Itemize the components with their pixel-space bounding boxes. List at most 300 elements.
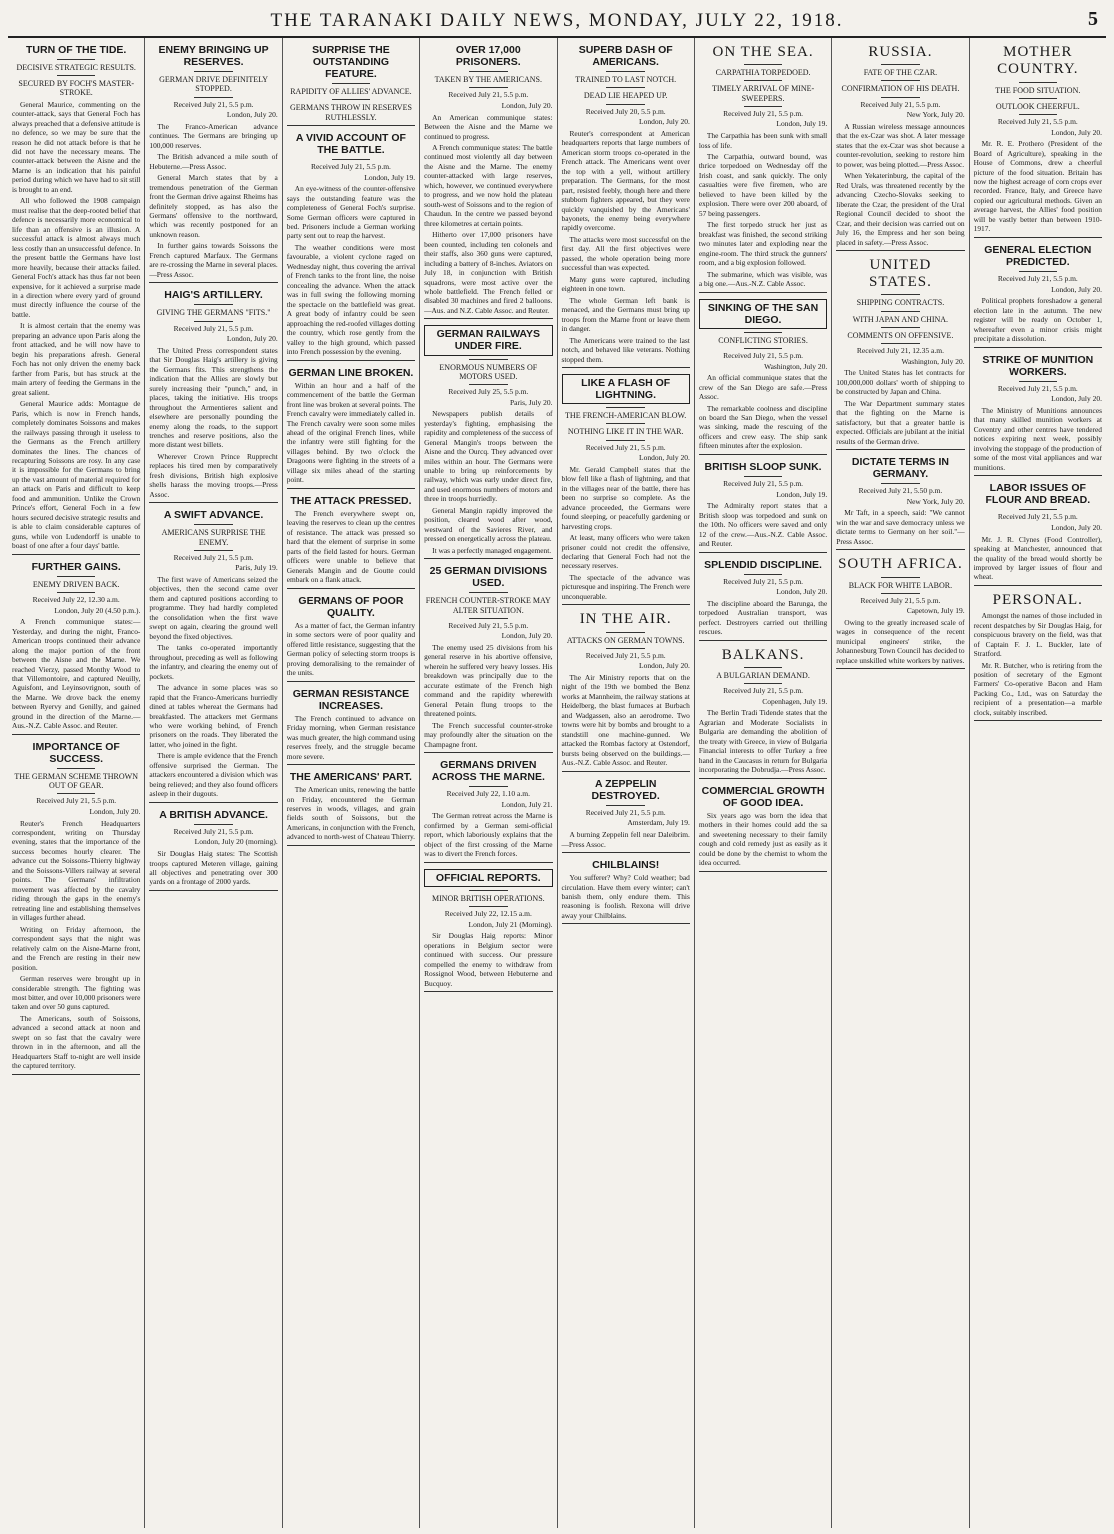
divider bbox=[1019, 114, 1058, 115]
body-paragraph: Sir Douglas Haig states: The Scottish troops captured Meteren village, gaining all objectives and penetrating over 300 yards on a frontage of 2000 yards. bbox=[149, 849, 278, 887]
body-paragraph: Six years ago was born the idea that mothers in their homes could add the sa and sweetening necessary to their family cough and cold remedy just as easily as it could be done by the chemist to whom the idea occurred. bbox=[698, 810, 828, 868]
article bbox=[424, 759, 552, 863]
article-end-rule bbox=[974, 237, 1102, 238]
body-paragraph: General March states that by a tremendous penetration of the German front the German drive against Rheims has definitely stopped, as has also the Germans' offensive to the northward, which was recently postponed for an unknown reason. bbox=[149, 173, 278, 239]
article-subheading: AMERICANS SURPRISE THE ENEMY. bbox=[161, 528, 266, 547]
article-headline: GENERAL ELECTION PREDICTED. bbox=[984, 243, 1092, 268]
article-subheading: GERMANS THROW IN RESERVES RUTHLESSLY. bbox=[289, 103, 412, 122]
article-end-rule bbox=[287, 488, 415, 489]
body-paragraph: Mr. J. R. Clynes (Food Controller), speaking at Manchester, announced that the quality of the bread would shortly be improved by larger issues of flour and wheat. bbox=[973, 534, 1102, 582]
article-headline: A SWIFT ADVANCE. bbox=[163, 509, 264, 522]
column-6 bbox=[694, 38, 831, 1528]
body-paragraph: The Franco-American advance continues. The Germans are bringing up 100,000 reserves. bbox=[149, 121, 278, 150]
divider bbox=[606, 423, 645, 424]
divider bbox=[881, 483, 920, 484]
body-paragraph: The Air Ministry reports that on the night of the 19th we bombed the Benz works at Mannheim, the railway stations at Heidelberg, the blast furnaces at Burbach and Wadgassen, also an aerodrome. Two towns were hit by bombs and brought to a standstill one machine-gunned. We attacked the Rombas factory at Ostendorf, bursts being observed on the buildings.—Aus.-N.Z. Cable Assoc. and Reuter. bbox=[561, 673, 690, 768]
body-paragraph: There is ample evidence that the French offensive surprised the German. The attackers encountered a division which was being relieved; and they also found officers asleep in their dugouts. bbox=[149, 751, 278, 799]
article-end-rule bbox=[699, 640, 827, 641]
article-headline: IMPORTANCE OF SUCCESS. bbox=[32, 740, 120, 765]
divider bbox=[881, 577, 920, 578]
article-headline: SURPRISE THE OUTSTANDING FEATURE. bbox=[312, 44, 390, 81]
divider bbox=[194, 304, 233, 305]
place-dateline: London, July 20. bbox=[226, 110, 278, 120]
body-paragraph: The American units, renewing the battle on Friday, encountered the German reserves in woods, villages, and grain fields south of Soissons, but the Americans, in conjunction with the French, advanced to north-west of Chateau Thierry. bbox=[286, 785, 416, 842]
place-dateline: London, July 20. bbox=[501, 631, 553, 641]
place-dateline: London, July 19. bbox=[364, 172, 416, 182]
divider bbox=[606, 648, 645, 649]
divider bbox=[606, 805, 645, 806]
divider bbox=[744, 348, 783, 349]
body-paragraph: A Russian wireless message announces that the ex-Czar was shot. A later message states that the ex-Czar was shot because a counter-revolution, seeking to restore him to power, was being plotted.—Press Assoc. bbox=[836, 121, 965, 169]
article-headline: OFFICIAL REPORTS. bbox=[424, 869, 552, 887]
article bbox=[562, 859, 690, 924]
article-subheading: THE GERMAN SCHEME THROWN OUT OF GEAR. bbox=[14, 771, 138, 791]
divider bbox=[332, 99, 371, 100]
article-headline: ON THE SEA. bbox=[712, 44, 814, 60]
divider bbox=[1019, 82, 1058, 83]
article bbox=[699, 44, 827, 293]
article bbox=[12, 561, 140, 735]
article-end-rule bbox=[149, 502, 277, 503]
article bbox=[974, 592, 1102, 721]
article-subheading: TIMELY ARRIVAL OF MINE-SWEEPERS. bbox=[711, 84, 815, 103]
body-paragraph: All who followed the 1908 campaign must realise that the deep-rooted belief that defence is necessarily more economical to life than an offensive is an illusion. A successful attack is almost always much less costly than an unsuccessful defence. In the present battle the Germans have lost more heavily, because their attacks failed. General Foch's attack has thus far not been expensive, for it achieved a surprise made in a direction where every yard of ground must directly influence the course of the battle. bbox=[12, 196, 141, 319]
article bbox=[562, 611, 690, 771]
masthead bbox=[8, 6, 1106, 38]
article bbox=[149, 289, 277, 503]
body-paragraph: The weather conditions were most favourable, a violent cyclone raged on Wednesday night, thus covering the arrival of French tanks to the front line, the noise concealing the advance. When the attack was in full swing the following morning the spectacle on the battlefield was great. A great body of infantry could be seen approaching the red-roofed villages dotting the country, which rose gently from the valley to the high ground, which passed into French possession by the evening. bbox=[286, 242, 416, 357]
body-paragraph: Newspapers publish details of yesterday's fighting, emphasising the rapidity and completeness of the success of General Mangin's troops between the Aisne and the Ourcq. They advanced over miles within an hour. The Germans were unable to bring up reinforcements by railway, which was early under direct fire, and used enormous numbers of motors and three in troops hurriedly. bbox=[424, 409, 553, 504]
article-end-rule bbox=[562, 852, 690, 853]
received-dateline: Received July 21, 5.5 p.m. bbox=[173, 323, 254, 333]
article-subheading: GIVING THE GERMANS "FITS." bbox=[156, 308, 271, 318]
article-headline: CHILBLAINS! bbox=[592, 859, 660, 871]
divider bbox=[881, 311, 920, 312]
received-dateline: Received July 21, 5.5 p.m. bbox=[173, 552, 254, 562]
body-paragraph: Mr. Gerald Campbell states that the blow fell like a flash of lightning, and that in the villages near of the battle, there has been no surprise so complete. As the advance proceeded, the Germans were found sleeping, or peacefully gardening or harvesting crops. bbox=[561, 464, 690, 531]
place-dateline: London, July 20. bbox=[1051, 127, 1102, 137]
article-headline: SOUTH AFRICA. bbox=[838, 556, 963, 573]
article-headline: UNITED STATES. bbox=[868, 256, 932, 291]
article-headline: FURTHER GAINS. bbox=[31, 560, 121, 573]
article bbox=[562, 44, 690, 368]
article-subheading: DEAD LIE HEAPED UP. bbox=[583, 91, 668, 101]
body-paragraph: The United Press correspondent states that Sir Douglas Haig's artillery is giving the Germans fits. This strengthens the indication that the Allies are slowly but surely increasing their "punch," and, in places, taking the initiative. His troops throughout the Armentieres salient and elsewhere are personally pounding the enemy along the roads, to the support trenches and reserve positions, also the more distant west billets. bbox=[149, 345, 278, 450]
divider bbox=[469, 359, 508, 360]
article bbox=[836, 44, 964, 251]
article bbox=[149, 509, 277, 802]
article-subheading: A BULGARIAN DEMAND. bbox=[716, 670, 810, 680]
body-paragraph: The attacks were most successful on the first day. All the first objectives were passed, the whole operation being more successful than was expected. bbox=[561, 234, 690, 273]
divider bbox=[744, 683, 783, 684]
article-end-rule bbox=[12, 554, 140, 555]
divider bbox=[744, 64, 783, 65]
article-end-rule bbox=[149, 802, 277, 803]
article-headline: GERMAN RESISTANCE INCREASES. bbox=[292, 687, 410, 712]
divider bbox=[57, 793, 96, 794]
divider bbox=[57, 75, 96, 76]
article-headline: BRITISH SLOOP SUNK. bbox=[704, 460, 822, 473]
received-dateline: Received July 21, 5.5 p.m. bbox=[173, 99, 254, 109]
divider bbox=[744, 476, 783, 477]
body-paragraph: General Mangin rapidly improved the position, cleared wood after wood, westward of the Savieres River, and pressed on energetically across the plateau. bbox=[424, 505, 553, 544]
article bbox=[287, 367, 415, 489]
place-dateline: New York, July 20. bbox=[906, 496, 965, 506]
article-subheading: ENORMOUS NUMBERS OF MOTORS USED. bbox=[439, 362, 538, 381]
received-dateline: Received July 20, 5.5 p.m. bbox=[585, 106, 666, 116]
article-end-rule bbox=[974, 475, 1102, 476]
place-dateline: London, July 20. bbox=[639, 117, 690, 127]
article-headline: STRIKE OF MUNITION WORKERS. bbox=[982, 353, 1094, 378]
article-end-rule bbox=[12, 734, 140, 735]
article-headline: LABOR ISSUES OF FLOUR AND BREAD. bbox=[985, 482, 1091, 507]
article-headline: A VIVID ACCOUNT OF THE BATTLE. bbox=[295, 131, 406, 156]
article bbox=[287, 44, 415, 126]
place-dateline: London, July 20 (4.50 p.m.). bbox=[54, 605, 141, 615]
article bbox=[836, 257, 964, 450]
received-dateline: Received July 22, 12.30 a.m. bbox=[32, 594, 120, 604]
body-paragraph: When Yekaterinburg, the capital of the Red Urals, was threatened recently by the advancing Czecho-Slovaks seeking to liberate the Czar, the president of the Ural Regional Council decided to shoot the Czar, and their decision was carried out on July 16, the Empress and her son being placed in safety.—Press Assoc. bbox=[836, 171, 965, 247]
article-end-rule bbox=[562, 771, 690, 772]
divider bbox=[881, 80, 920, 81]
article-headline: DICTATE TERMS IN GERMANY. bbox=[851, 456, 949, 481]
place-dateline: London, July 21 (Morning). bbox=[468, 919, 553, 929]
article-headline: IN THE AIR. bbox=[579, 611, 672, 628]
article-subheading: SECURED BY FOCH'S MASTER-STROKE. bbox=[18, 79, 134, 98]
article-headline: HAIG'S ARTILLERY. bbox=[164, 289, 263, 302]
divider bbox=[57, 768, 96, 769]
body-paragraph: Many guns were captured, including eighteen in one town. bbox=[561, 274, 690, 294]
article-subheading: CONFIRMATION OF HIS DEATH. bbox=[841, 84, 960, 94]
article-end-rule bbox=[974, 585, 1102, 586]
article-subheading: THE FOOD SITUATION. bbox=[995, 85, 1081, 95]
article-headline: ENEMY BRINGING UP RESERVES. bbox=[158, 44, 269, 69]
body-paragraph: The British advanced a mile south of Hebuterne.—Press Assoc. bbox=[149, 152, 278, 171]
article bbox=[836, 556, 964, 669]
article bbox=[562, 778, 690, 853]
article-end-rule bbox=[974, 347, 1102, 348]
article-headline: THE AMERICANS' PART. bbox=[289, 771, 412, 783]
body-paragraph: The Ministry of Munitions announces that many skilled munition workers at Coventry and other centres have tendered notices expiring next week, possibly involving the stoppage of the production of some of the most vital appliances and war munitions. bbox=[973, 405, 1102, 472]
divider bbox=[606, 632, 645, 633]
article-end-rule bbox=[424, 862, 552, 863]
article-end-rule bbox=[699, 871, 827, 872]
article-end-rule bbox=[287, 764, 415, 765]
divider bbox=[1019, 381, 1058, 382]
article bbox=[12, 741, 140, 1075]
article-end-rule bbox=[12, 1074, 140, 1075]
column-5 bbox=[557, 38, 694, 1528]
divider bbox=[194, 71, 233, 72]
place-dateline: London, July 20. bbox=[501, 100, 553, 110]
place-dateline: Amsterdam, July 19. bbox=[627, 818, 690, 828]
body-paragraph: Reuter's correspondent at American headquarters reports that large numbers of American storm troops co-operated in the French attack. The Americans went over the top with a yell, without artillery preparation. The Germans, for the most part, resisted feebly, though here and there stubborn fighters appeared, but they were quickly vanquished by the Americans' bayonets, the enemy being everywhere rapidly overcome. bbox=[561, 128, 690, 233]
article-end-rule bbox=[562, 923, 690, 924]
body-paragraph: The Berlin Tradi Tidende states that the Agrarian and Moderate Socialists in Bulgaria are demanding the abolition of the treaty with Greece, in view of Bulgaria Financial interests to offer Turkey a free hand in the Caucasus in return for Bulgaria incorporating the Dobrudja.—Press Assoc. bbox=[698, 708, 828, 775]
body-paragraph: The French continued to advance on Friday morning, when German resistance was much greater, the high command using reserves freely, and the struggle became more severe. bbox=[286, 713, 416, 761]
article bbox=[699, 461, 827, 553]
article-headline: SINKING OF THE SAN DIEGO. bbox=[699, 299, 827, 329]
article-subheading: FRENCH COUNTER-STROKE MAY ALTER SITUATION. bbox=[425, 596, 551, 615]
article-headline: PERSONAL. bbox=[992, 591, 1083, 608]
article bbox=[424, 869, 552, 992]
article-headline: THE ATTACK PRESSED. bbox=[290, 494, 412, 507]
body-paragraph: The enemy used 25 divisions from his general reserve in his abortive offensive, wherein he suffered very heavy losses. His breakdown was principally due to the accurate estimate of the French high command and the rapidity wherewith General Petain flung troops to the threatened points. bbox=[424, 642, 553, 719]
article-subheading: GERMAN DRIVE DEFINITELY STOPPED. bbox=[159, 75, 269, 94]
received-dateline: Received July 21, 5.50 p.m. bbox=[858, 486, 943, 496]
body-paragraph: A burning Zeppelin fell near Daleibrim.—Press Assoc. bbox=[561, 830, 690, 849]
article-subheading: OUTLOOK CHEERFUL. bbox=[995, 101, 1080, 111]
divider bbox=[1019, 98, 1058, 99]
received-dateline: Received July 21, 5.5 p.m. bbox=[310, 161, 391, 171]
divider bbox=[744, 667, 783, 668]
divider bbox=[744, 106, 783, 107]
divider bbox=[469, 890, 508, 891]
article bbox=[287, 688, 415, 765]
received-dateline: Received July 21, 5.5 p.m. bbox=[36, 796, 117, 806]
article-end-rule bbox=[424, 318, 552, 319]
article-end-rule bbox=[836, 668, 964, 669]
body-paragraph: Writing on Friday afternoon, the correspondent says that the night was relatively calm on the Aisne-Marne front, and the French are resting in their new position. bbox=[12, 924, 141, 972]
place-dateline: London, July 19. bbox=[776, 119, 828, 129]
divider bbox=[1019, 271, 1058, 272]
received-dateline: Received July 21, 5.5 p.m. bbox=[723, 478, 804, 488]
article-headline: COMMERCIAL GROWTH OF GOOD IDEA. bbox=[701, 784, 825, 809]
divider bbox=[606, 87, 645, 88]
received-dateline: Received July 21, 5.5 p.m. bbox=[723, 686, 804, 696]
divider bbox=[194, 321, 233, 322]
article-end-rule bbox=[562, 604, 690, 605]
body-paragraph: An eye-witness of the counter-offensive says the outstanding feature was the completeness of General Foch's surprise. Some German officers were captured in bed. Prisoners include a German working party sent out to reap the harvest. bbox=[286, 184, 416, 241]
body-paragraph: Reuter's French Headquarters correspondent, writing on Thursday evening, states that the importance of the success becomes hourly clearer. The advance cut the Soissons-Thierry highway and the Soissons-Villers railway at several points. The Germans' infiltration movement was affected by the cavalry riding through the gaps in the enemy's retreating line and establishing themselves in villages further ahead. bbox=[12, 818, 141, 923]
body-paragraph: General Maurice, commenting on the counter-attack, says that General Foch has always preached that a defensive attitude is no defence, so we may be sure that the reason he did not attack before is that he did not have the necessary means. The counter-attack between the Aisne and the Marne is an indication that his painful period during which we have had to sit still is brought to an end. bbox=[12, 99, 141, 194]
divider bbox=[57, 59, 96, 60]
received-dateline: Received July 21, 5.5 p.m. bbox=[997, 273, 1078, 283]
divider bbox=[744, 80, 783, 81]
article bbox=[974, 354, 1102, 477]
body-paragraph: Wherever Crown Prince Rupprecht replaces his tired men by comparatively fresh divisions, British high explosive shells harass the moving troops.—Press Assoc. bbox=[149, 451, 278, 499]
article bbox=[562, 374, 690, 605]
article-end-rule bbox=[424, 558, 552, 559]
body-paragraph: The Admiralty report states that a British sloop was torpedoed and sunk on the 10th. No officers were saved and only 12 of the crew.—Aus.-N.Z. Cable Assoc. and Reuter. bbox=[698, 501, 828, 549]
article-headline: SUPERB DASH OF AMERICANS. bbox=[578, 44, 673, 69]
divider bbox=[332, 83, 371, 84]
column-3 bbox=[282, 38, 419, 1528]
body-paragraph: The French successful counter-stroke may profoundly alter the situation on the Champagne front. bbox=[424, 720, 553, 749]
received-dateline: Received July 21, 5.5 p.m. bbox=[997, 383, 1078, 393]
article bbox=[836, 456, 964, 550]
article-subheading: DECISIVE STRATEGIC RESULTS. bbox=[16, 63, 136, 73]
article bbox=[974, 482, 1102, 586]
article-end-rule bbox=[974, 720, 1102, 721]
article-subheading: TRAINED TO LAST NOTCH. bbox=[575, 75, 677, 85]
body-paragraph: A French communique states: The battle continued most violently all day between the Aisne and the Marne. The enemy counter-attacked with large reserves, which, however, we continued everywhere to progress, and we now hold the plateau south-west of Soissons and to the region of Chaudun. In the centre we passed beyond three kilometres at certain points. bbox=[424, 142, 553, 228]
article-headline: LIKE A FLASH OF LIGHTNING. bbox=[562, 374, 690, 404]
article-subheading: WITH JAPAN AND CHINA. bbox=[852, 314, 949, 324]
divider bbox=[881, 294, 920, 295]
article-end-rule bbox=[287, 588, 415, 589]
article bbox=[974, 44, 1102, 238]
article bbox=[287, 771, 415, 846]
article-end-rule bbox=[699, 292, 827, 293]
place-dateline: London, July 21. bbox=[501, 799, 553, 809]
received-dateline: Received July 21, 5.5 p.m. bbox=[585, 442, 666, 452]
place-dateline: London, July 20. bbox=[776, 587, 828, 597]
received-dateline: Received July 21, 5.5 p.m. bbox=[448, 620, 529, 630]
place-dateline: Washington, July 20. bbox=[901, 356, 965, 366]
body-paragraph: Hitherto over 17,000 prisoners have been counted, including ten colonels and their staffs, also 360 guns were captured, including a battery of 8-inches. Aviators on July 18, in conjunction with British squadrons, were most active over the whole battlefield. The French felled or disabled 30 machines and fired 2 balloons.—Aus. and N.Z. Cable Assoc. and Reuter. bbox=[424, 230, 553, 315]
place-dateline: London, July 20. bbox=[639, 661, 690, 671]
article-end-rule bbox=[287, 360, 415, 361]
place-dateline: London, July 20. bbox=[1051, 522, 1102, 532]
place-dateline: Copenhagen, July 19. bbox=[762, 696, 828, 706]
divider bbox=[469, 592, 508, 593]
article bbox=[424, 44, 552, 319]
divider bbox=[881, 97, 920, 98]
place-dateline: London, July 20 (morning). bbox=[194, 837, 278, 847]
body-paragraph: The German retreat across the Marne is confirmed by a German semi-official report, which laboriously explains that the object of the first crossing of the Marne was to divert the French forces. bbox=[424, 811, 553, 859]
divider bbox=[57, 592, 96, 593]
body-paragraph: The submarine, which was visible, was a big one.—Aus.-N.Z. Cable Assoc. bbox=[698, 269, 828, 289]
article-end-rule bbox=[699, 454, 827, 455]
article bbox=[424, 565, 552, 753]
received-dateline: Received July 21, 5.5 p.m. bbox=[448, 90, 529, 100]
body-paragraph: The War Department summary states that the fighting on the Marne is satisfactory, but that a greater battle is expected. Officials are jubilant at the initial results of the German drive. bbox=[836, 398, 965, 446]
divider bbox=[881, 343, 920, 344]
body-paragraph: The whole German left bank is menaced, and the Germans must bring up troops from the Marne front or leave them in danger. bbox=[561, 295, 690, 334]
divider bbox=[744, 574, 783, 575]
article-end-rule bbox=[424, 991, 552, 992]
article-end-rule bbox=[562, 367, 690, 368]
article-headline: 25 GERMAN DIVISIONS USED. bbox=[429, 565, 547, 590]
divider bbox=[332, 159, 371, 160]
article-end-rule bbox=[699, 552, 827, 553]
article-subheading: COMMENTS ON OFFENSIVE. bbox=[847, 330, 954, 340]
article-subheading: SHIPPING CONTRACTS. bbox=[856, 298, 945, 308]
column-4 bbox=[419, 38, 556, 1528]
article-end-rule bbox=[287, 125, 415, 126]
body-paragraph: A French communique states:—Yesterday, and during the night, Franco-American troops continued their advance along the major portion of the front between the Aisne and the Marne. We reached Vierzy, passed Monthy Wood to that Villemontoire, and captured Neuilly, Aguisfont, and Leyinsovrignon, south of the Marne. We drove back the enemy between Ryervy and Genilly, and gained ground in the direction of the Marne.—Aus.-N.Z. Cable Assoc. and Reuter. bbox=[12, 617, 141, 731]
body-paragraph: The tanks co-operated importantly throughout, preceding as well as following the infantry, and clearing the enemy out of pockets. bbox=[149, 643, 278, 681]
received-dateline: Received July 21, 5.5 p.m. bbox=[723, 576, 804, 586]
divider bbox=[57, 576, 96, 577]
divider bbox=[194, 524, 233, 525]
place-dateline: Capetown, July 19. bbox=[906, 606, 965, 616]
column-7 bbox=[831, 38, 968, 1528]
article-subheading: RAPIDITY OF ALLIES' ADVANCE. bbox=[290, 87, 412, 97]
article-headline: A ZEPPELIN DESTROYED. bbox=[591, 777, 660, 802]
received-dateline: Received July 21, 12.35 a.m. bbox=[856, 346, 944, 356]
place-dateline: New York, July 20. bbox=[906, 110, 965, 120]
place-dateline: London, July 20. bbox=[639, 453, 690, 463]
received-dateline: Received July 21, 5.5 p.m. bbox=[585, 807, 666, 817]
place-dateline: Paris, July 19. bbox=[235, 563, 278, 573]
article bbox=[699, 559, 827, 641]
column-8 bbox=[969, 38, 1106, 1528]
article-end-rule bbox=[424, 752, 552, 753]
divider bbox=[606, 440, 645, 441]
body-paragraph: Within an hour and a half of the commencement of the battle the German front line was broken at several points. The French cavalry were immediately called in. The French cavalry were soon some miles ahead of the original French lines, while the infantry were still fighting for the villages behind. By two o'clock the Dragoons were fighting in the streets of a village six miles ahead of the starting point. bbox=[286, 380, 416, 485]
divider bbox=[469, 384, 508, 385]
article-headline: A BRITISH ADVANCE. bbox=[159, 808, 268, 821]
body-paragraph: Owing to the greatly increased scale of wages in consequence of the recent municipal engineers' strike, the Johannesburg Town Council has decided to replace unskilled white workers by natives. bbox=[836, 617, 965, 665]
received-dateline: Received July 21, 5.5 p.m. bbox=[585, 650, 666, 660]
body-paragraph: Mr. R. E. Prothero (President of the Board of Agriculture), speaking in the House of Commons, drew a cheerful picture of the food situation. Britain has now the highest acreage of corn crops ever recorded. France, Italy, and Greece have copied our agricultural methods. Given an average harvest, the Allies' food position will be vastly better than between 1910-1917. bbox=[973, 139, 1102, 234]
divider bbox=[469, 906, 508, 907]
divider bbox=[194, 97, 233, 98]
article bbox=[287, 595, 415, 682]
body-paragraph: The Carpathia has been sunk with small loss of life. bbox=[698, 131, 828, 150]
article-subheading: BLACK FOR WHITE LABOR. bbox=[848, 580, 953, 590]
article-headline: OVER 17,000 PRISONERS. bbox=[455, 44, 521, 69]
body-paragraph: The first torpedo struck her just as breakfast was finished, the second striking two minutes later and exploding near the engine-room. The third struck the gunners' room, and a big explosion followed. bbox=[698, 220, 828, 268]
received-dateline: Received July 22, 1.10 a.m. bbox=[446, 789, 530, 799]
page-number: 5 bbox=[1088, 8, 1098, 30]
divider bbox=[606, 104, 645, 105]
article-subheading: MINOR BRITISH OPERATIONS. bbox=[431, 893, 545, 903]
body-paragraph: It was a perfectly managed engagement. bbox=[432, 545, 552, 555]
masthead-title: THE TARANAKI DAILY NEWS, MONDAY, JULY 22, 1918. bbox=[270, 10, 844, 31]
article bbox=[699, 785, 827, 872]
article-end-rule bbox=[836, 549, 964, 550]
article bbox=[699, 647, 827, 779]
article-headline: GERMAN RAILWAYS UNDER FIRE. bbox=[424, 325, 552, 355]
article bbox=[699, 299, 827, 455]
article-headline: SPLENDID DISCIPLINE. bbox=[704, 558, 822, 571]
article-end-rule bbox=[836, 449, 964, 450]
article bbox=[287, 132, 415, 361]
body-paragraph: An official communique states that the crew of the San Diego are safe.—Press Assoc. bbox=[698, 373, 828, 402]
article-headline: GERMAN LINE BROKEN. bbox=[288, 366, 414, 379]
body-paragraph: Mr Taft, in a speech, said: "We cannot win the war and save democracy unless we dictate terms to Germany on her soil."—Press Assoc. bbox=[836, 508, 965, 546]
body-paragraph: Amongst the names of those included in recent despatches by Sir Douglas Haig, for conspicuous bravery on the field, was that of Captain F. J. L. Buckler, late of Stratford. bbox=[973, 611, 1102, 659]
article-subheading: CARPATHIA TORPEDOED. bbox=[715, 68, 811, 78]
body-paragraph: In further gains towards Soissons the French captured Marfaux. The Germans are re-crossing the Marne in several places.—Press Assoc. bbox=[149, 241, 278, 279]
article-end-rule bbox=[836, 250, 964, 251]
article-end-rule bbox=[287, 681, 415, 682]
article-subheading: FATE OF THE CZAR. bbox=[863, 68, 938, 78]
body-paragraph: German reserves were brought up in considerable strength. The fighting was most bitter, and over 10,000 prisoners were taken and over 50 guns captured. bbox=[12, 974, 141, 1012]
article bbox=[12, 44, 140, 555]
body-paragraph: The first wave of Americans seized the objectives, then the second came over them and captured positions according to programme. They had hardly completed the consolidation when the first wave swept on again, clearing the ground well beyond the fixed objectives. bbox=[149, 574, 278, 641]
received-dateline: Received July 21, 5.5 p.m. bbox=[997, 512, 1078, 522]
body-paragraph: The United States has let contracts for 100,000,000 dollars' worth of shipping to be constructed by Japan and China. bbox=[836, 368, 965, 397]
received-dateline: Received July 21, 5.5 p.m. bbox=[860, 595, 941, 605]
place-dateline: London, July 20. bbox=[226, 334, 278, 344]
divider bbox=[1019, 509, 1058, 510]
divider bbox=[469, 71, 508, 72]
article bbox=[424, 325, 552, 559]
body-paragraph: General Maurice adds: Montague de Paris, which is now in French hands, completely dominates Soissons and makes the railways passing through it useless to the Germans as the French artillery dominates the lines. The chances of recapturing Soissons are rosy. In any case it is impossible for the Germans to bring up the vast amount of material required for an attack on Paris and difficult to keep food and ammunition. Unlike the Crown Prince's effort, General Foch in a few hours secured decisive strategic results and is able to claim considerable captures of guns, while von Ludendorff is unable to boast of one after a four days' battle. bbox=[12, 399, 141, 551]
column-2 bbox=[144, 38, 281, 1528]
article-end-rule bbox=[149, 282, 277, 283]
article-subheading: NOTHING LIKE IT IN THE WAR. bbox=[567, 427, 684, 437]
body-paragraph: An American communique states: Between the Aisne and the Marne we continued to progress. bbox=[424, 112, 553, 141]
place-dateline: Washington, July 20. bbox=[764, 361, 828, 371]
article bbox=[149, 44, 277, 283]
article bbox=[974, 244, 1102, 348]
received-dateline: Received July 21, 5.5 p.m. bbox=[723, 350, 804, 360]
body-paragraph: The Americans, south of Soissons, advanced a second attack at noon and swept on so fast that the cavalry were thrown in in the afternoon, and all the Headquarters Staff to-night are well inside the captured territory. bbox=[12, 1013, 141, 1071]
article-subheading: ENEMY DRIVEN BACK. bbox=[32, 579, 120, 589]
body-paragraph: Mr. R. Butcher, who is retiring from the position of secretary of the Egmont Farmers' Co-operative Bacon and Ham Packing Co., Ltd., was on Saturday the recipient of a presentation—a marble clock, suitably inscribed. bbox=[973, 660, 1102, 717]
divider bbox=[194, 824, 233, 825]
divider bbox=[606, 71, 645, 72]
place-dateline: Paris, July 20. bbox=[509, 397, 553, 407]
article-subheading: ATTACKS ON GERMAN TOWNS. bbox=[566, 635, 685, 645]
received-dateline: Received July 22, 12.15 a.m. bbox=[444, 909, 532, 919]
body-paragraph: The French everywhere swept on, leaving the reserves to clean up the centres of resistance. The attack was pressed so hard that the element of surprise in some parts of the field lasted for hours. German officers were unable to believe that Generals Mangin and de Goutte could embark on a flank attack. bbox=[286, 508, 416, 585]
